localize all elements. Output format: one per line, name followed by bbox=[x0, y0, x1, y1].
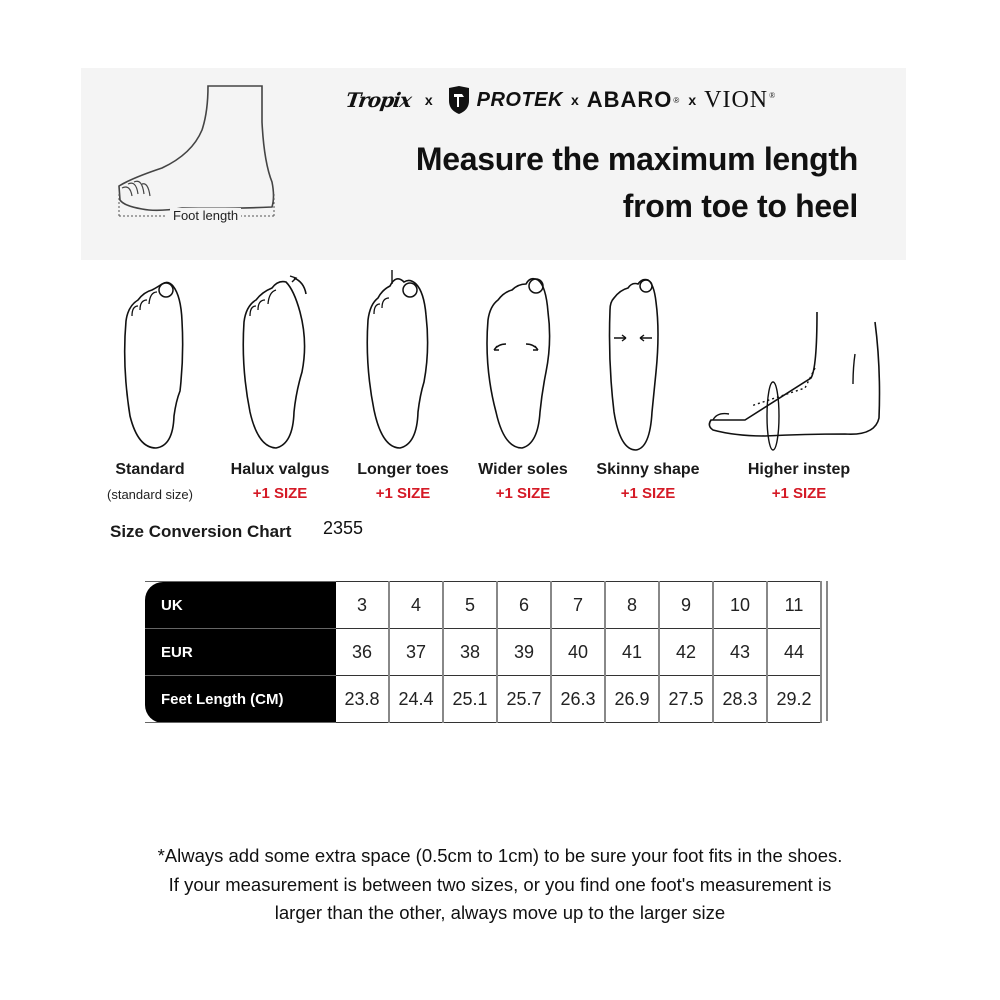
foot-type-name: Standard bbox=[115, 461, 185, 478]
foot-type-wider-soles bbox=[468, 461, 578, 502]
table-edge-divider bbox=[826, 581, 828, 721]
side-foot-length-icon bbox=[112, 82, 302, 227]
wider-soles-foot-icon bbox=[482, 272, 557, 452]
foot-type-note: +1 SIZE bbox=[620, 485, 676, 502]
table-cell: 39 bbox=[497, 629, 551, 676]
skinny-shape-foot-icon bbox=[602, 272, 667, 452]
foot-type-note: +1 SIZE bbox=[771, 485, 827, 502]
table-cell: 5 bbox=[443, 582, 497, 629]
table-cell: 9 bbox=[659, 582, 713, 629]
foot-type-standard bbox=[104, 461, 196, 502]
foot-type-higher-instep bbox=[736, 461, 862, 502]
table-cell: 26.3 bbox=[551, 676, 605, 723]
brand-logos bbox=[346, 74, 866, 126]
vion-logo bbox=[704, 87, 776, 114]
standard-foot-icon bbox=[118, 276, 190, 451]
table-cell: 10 bbox=[713, 582, 767, 629]
vion-wordmark: VION bbox=[704, 86, 769, 113]
foot-type-skinny-shape bbox=[586, 461, 710, 502]
table-cell: 3 bbox=[336, 582, 389, 629]
halux-valgus-foot-icon bbox=[238, 272, 313, 452]
table-cell: 7 bbox=[551, 582, 605, 629]
table-cell: 11 bbox=[767, 582, 821, 629]
table-cell: 26.9 bbox=[605, 676, 659, 723]
table-cell: 41 bbox=[605, 629, 659, 676]
higher-instep-foot-icon bbox=[705, 308, 895, 453]
registered-mark-icon: ® bbox=[673, 95, 681, 105]
foot-type-halux-valgus bbox=[222, 461, 338, 502]
note-line-2: If your measurement is between two sizes, or you find one foot's measurement is bbox=[168, 873, 832, 895]
row-header: UK bbox=[145, 582, 336, 629]
table-cell: 44 bbox=[767, 629, 821, 676]
foot-type-name: Longer toes bbox=[357, 461, 449, 478]
foot-type-note: (standard size) bbox=[107, 487, 193, 502]
foot-type-note: +1 SIZE bbox=[252, 485, 308, 502]
table-row-eur bbox=[145, 629, 821, 676]
brand-separator: x bbox=[570, 92, 579, 108]
tropix-logo: Tropix bbox=[344, 88, 413, 112]
abaro-logo bbox=[587, 87, 681, 113]
table-cell: 4 bbox=[389, 582, 443, 629]
sizing-note bbox=[60, 842, 940, 928]
size-conversion-table bbox=[145, 581, 822, 723]
protek-wordmark: PROTEK bbox=[476, 88, 563, 111]
table-cell: 37 bbox=[389, 629, 443, 676]
foot-type-note: +1 SIZE bbox=[375, 485, 431, 502]
foot-type-name: Halux valgus bbox=[230, 461, 330, 478]
longer-toes-foot-icon bbox=[362, 270, 437, 452]
foot-type-longer-toes bbox=[348, 461, 458, 502]
size-chart-code: 2355 bbox=[323, 518, 364, 538]
note-line-1: *Always add some extra space (0.5cm to 1cm) to be sure your foot fits in the shoes. bbox=[157, 845, 843, 866]
foot-type-name: Skinny shape bbox=[596, 461, 700, 478]
table-cell: 6 bbox=[497, 582, 551, 629]
table-cell: 24.4 bbox=[389, 676, 443, 723]
headline-line-1: Measure the maximum length bbox=[415, 141, 858, 177]
abaro-wordmark: ABARO bbox=[586, 87, 673, 112]
brand-separator: x bbox=[688, 92, 697, 108]
protek-logo bbox=[447, 85, 563, 115]
table-cell: 23.8 bbox=[336, 676, 389, 723]
table-cell: 28.3 bbox=[713, 676, 767, 723]
table-row-uk bbox=[145, 582, 821, 629]
row-header: Feet Length (CM) bbox=[145, 676, 336, 723]
table-cell: 43 bbox=[713, 629, 767, 676]
table-cell: 25.7 bbox=[497, 676, 551, 723]
table-row-feet-length bbox=[145, 676, 821, 723]
foot-type-illustrations bbox=[100, 268, 900, 458]
foot-type-name: Higher instep bbox=[747, 461, 851, 478]
note-line-3: larger than the other, always move up to the larger size bbox=[274, 902, 726, 923]
size-chart-title: Size Conversion Chart bbox=[110, 522, 292, 541]
measure-headline bbox=[416, 136, 858, 230]
foot-type-name: Wider soles bbox=[478, 461, 568, 478]
registered-mark-icon: ® bbox=[769, 90, 777, 100]
headline-line-2: from toe to heel bbox=[622, 188, 858, 224]
foot-length-label: Foot length bbox=[170, 208, 241, 223]
foot-type-note: +1 SIZE bbox=[495, 485, 551, 502]
shield-hammer-icon bbox=[447, 85, 471, 115]
table-cell: 8 bbox=[605, 582, 659, 629]
table-cell: 40 bbox=[551, 629, 605, 676]
table-cell: 38 bbox=[443, 629, 497, 676]
table-cell: 29.2 bbox=[767, 676, 821, 723]
table-cell: 42 bbox=[659, 629, 713, 676]
table-cell: 27.5 bbox=[659, 676, 713, 723]
table-cell: 36 bbox=[336, 629, 389, 676]
brand-separator: x bbox=[424, 92, 433, 108]
table-cell: 25.1 bbox=[443, 676, 497, 723]
row-header: EUR bbox=[145, 629, 336, 676]
